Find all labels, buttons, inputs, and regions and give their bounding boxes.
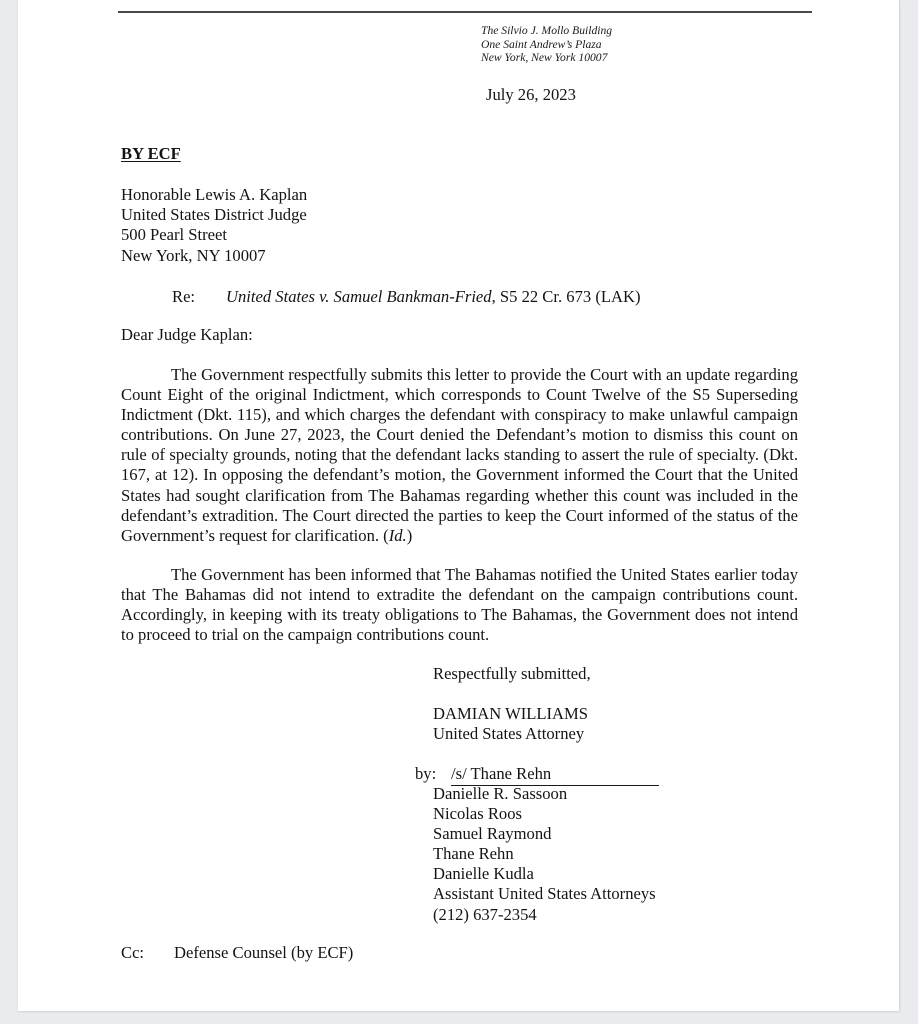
cc-label: Cc: bbox=[121, 943, 145, 962]
recipient-line-1: Honorable Lewis A. Kaplan bbox=[121, 185, 308, 204]
paragraph-1-citation: Id. bbox=[388, 525, 407, 545]
body-paragraph-2: The Government has been informed that The Bahamas notified the United States earlier today that The Bahamas did not intend to extradite the defendant on the campaign contributions count. Accordingly, in keeping with its treaty obligations to The Bahamas, the Government does not intend to proceed to trial on the campaign contributions count. bbox=[121, 565, 798, 645]
recipient-line-4: New York, NY 10007 bbox=[121, 245, 266, 265]
signature-line bbox=[415, 764, 659, 786]
signer-name: DAMIAN WILLIAMS bbox=[433, 704, 589, 723]
closing-salutation: Respectfully submitted, bbox=[433, 664, 591, 683]
delivery-method-label: BY ECF bbox=[121, 144, 181, 163]
by-label: by: bbox=[415, 764, 437, 783]
attorney-phone: (212) 637-2354 bbox=[433, 904, 537, 924]
attorney-list bbox=[433, 784, 656, 925]
signer-block bbox=[433, 704, 588, 744]
attorney-name-2: Nicolas Roos bbox=[433, 804, 522, 824]
letterhead-line-3: New York, New York 10007 bbox=[481, 51, 608, 65]
body-paragraph-1 bbox=[121, 365, 798, 546]
attorney-name-4: Thane Rehn bbox=[433, 844, 514, 864]
letterhead-divider bbox=[118, 11, 812, 13]
cc-recipients: Defense Counsel (by ECF) bbox=[174, 943, 354, 962]
letter-date: July 26, 2023 bbox=[486, 85, 576, 104]
re-docket-number: , S5 22 Cr. 673 (LAK) bbox=[491, 287, 641, 306]
recipient-address bbox=[121, 185, 307, 266]
letterhead-line-1: The Silvio J. Mollo Building bbox=[481, 24, 613, 37]
recipient-line-3: 500 Pearl Street bbox=[121, 225, 227, 245]
attorney-group-title: Assistant United States Attorneys bbox=[433, 884, 656, 904]
re-case-name: United States v. Samuel Bankman-Fried bbox=[226, 287, 492, 306]
paragraph-1-text-end: ) bbox=[406, 525, 413, 545]
attorney-name-3: Samuel Raymond bbox=[433, 824, 552, 844]
electronic-signature: /s/ Thane Rehn bbox=[451, 764, 659, 786]
letterhead-address bbox=[481, 24, 612, 65]
signer-title: United States Attorney bbox=[433, 724, 585, 744]
paragraph-1-text: The Government respectfully submits this letter to provide the Court with an update regarding Count Eight of the original Indictment, which corresponds to Count Twelve of the S5 Superseding Indictment (Dkt. 115), and which charges the defendant with conspiracy to make unlawful campaign contributions. On June 27, 2023, the Court denied the Defendant’s motion to dismiss this count on rule of specialty grounds, noting that the defendant lacks standing to assert the rule of specialty. (Dkt. 167, at 12). In opposing the defendant’s motion, the Government informed the Court that the United States had sought clarification from The Bahamas regarding whether this count was included in the defendant’s extradition. The Court directed the parties to keep the Court informed of the status of the Government’s request for clarification. ( bbox=[121, 365, 798, 545]
recipient-line-2: United States District Judge bbox=[121, 205, 307, 225]
cc-line bbox=[121, 943, 353, 963]
letterhead-line-2: One Saint Andrew’s Plaza bbox=[481, 37, 602, 51]
document-page bbox=[18, 0, 900, 1012]
attorney-name-1: Danielle R. Sassoon bbox=[433, 784, 568, 803]
salutation: Dear Judge Kaplan: bbox=[121, 325, 253, 344]
re-line bbox=[121, 287, 640, 307]
attorney-name-5: Danielle Kudla bbox=[433, 864, 534, 884]
re-label: Re: bbox=[172, 287, 196, 306]
